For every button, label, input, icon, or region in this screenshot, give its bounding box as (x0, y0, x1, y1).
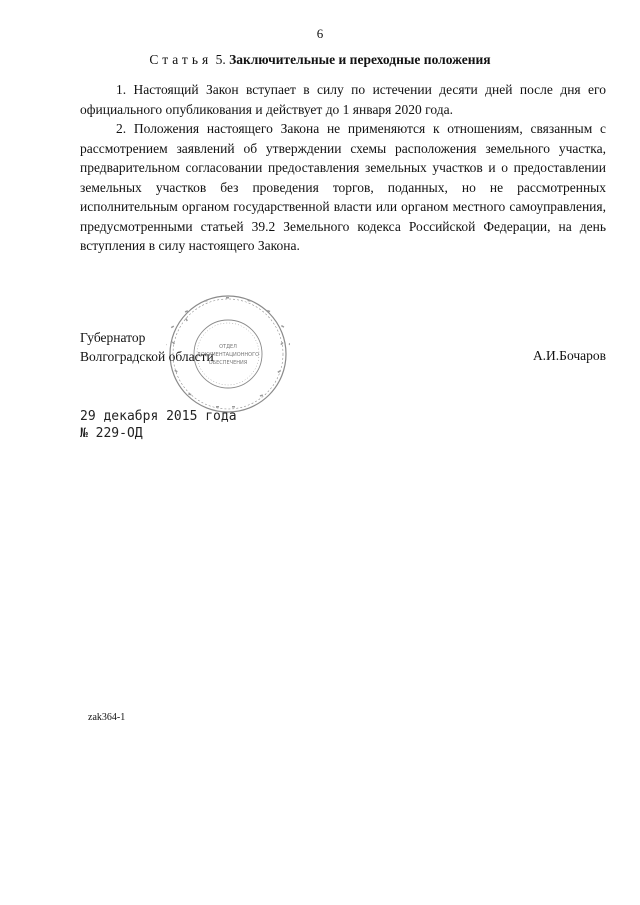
article-number: 5. (215, 52, 226, 67)
signatory-name: А.И.Бочаров (532, 348, 606, 363)
stamp-line-3: ОБЕСПЕЧЕНИЯ (208, 360, 248, 366)
paragraph-2: 2. Положения настоящего Закона не применяются к отношениям, связанным с рассмотрением заявлений об утверждении схемы расположения земельного участка, предварительном согласовании предоставления земельных участков и о предоставлении земельных участков без проведения торгов, поданных, но не рассмотренных исполнительным органом государственной власти или органом местного самоуправления, предусмотренными статьей 39.2 Земельного кодекса Российской Федерации, на день вступления в силу настоящего Закона. (80, 121, 606, 253)
law-date: 29 декабря 2015 года (80, 409, 237, 424)
signatory-title-line-1: Губернатор (80, 330, 146, 345)
page-number: 6 (316, 26, 324, 41)
paragraph-1: 1. Настоящий Закон вступает в силу по истечении десяти дней после дня его официального опубликования и действует до 1 января 2020 года. (80, 82, 606, 117)
article-word: Статья (149, 52, 213, 67)
stamp-line-1: ОТДЕЛ (219, 344, 237, 350)
article-title (0, 52, 640, 68)
signatory-title-line-2: Волгоградской области (80, 349, 214, 364)
signatory-title (80, 328, 214, 366)
article-heading: Заключительные и переходные положения (229, 52, 491, 67)
law-number: № 229-ОД (80, 426, 143, 441)
document-code: zak364-1 (88, 712, 126, 723)
stamp-line-2: ДОКУМЕНТАЦИОННОГО (196, 352, 260, 358)
signature-block (80, 328, 606, 368)
article-body (80, 80, 606, 256)
